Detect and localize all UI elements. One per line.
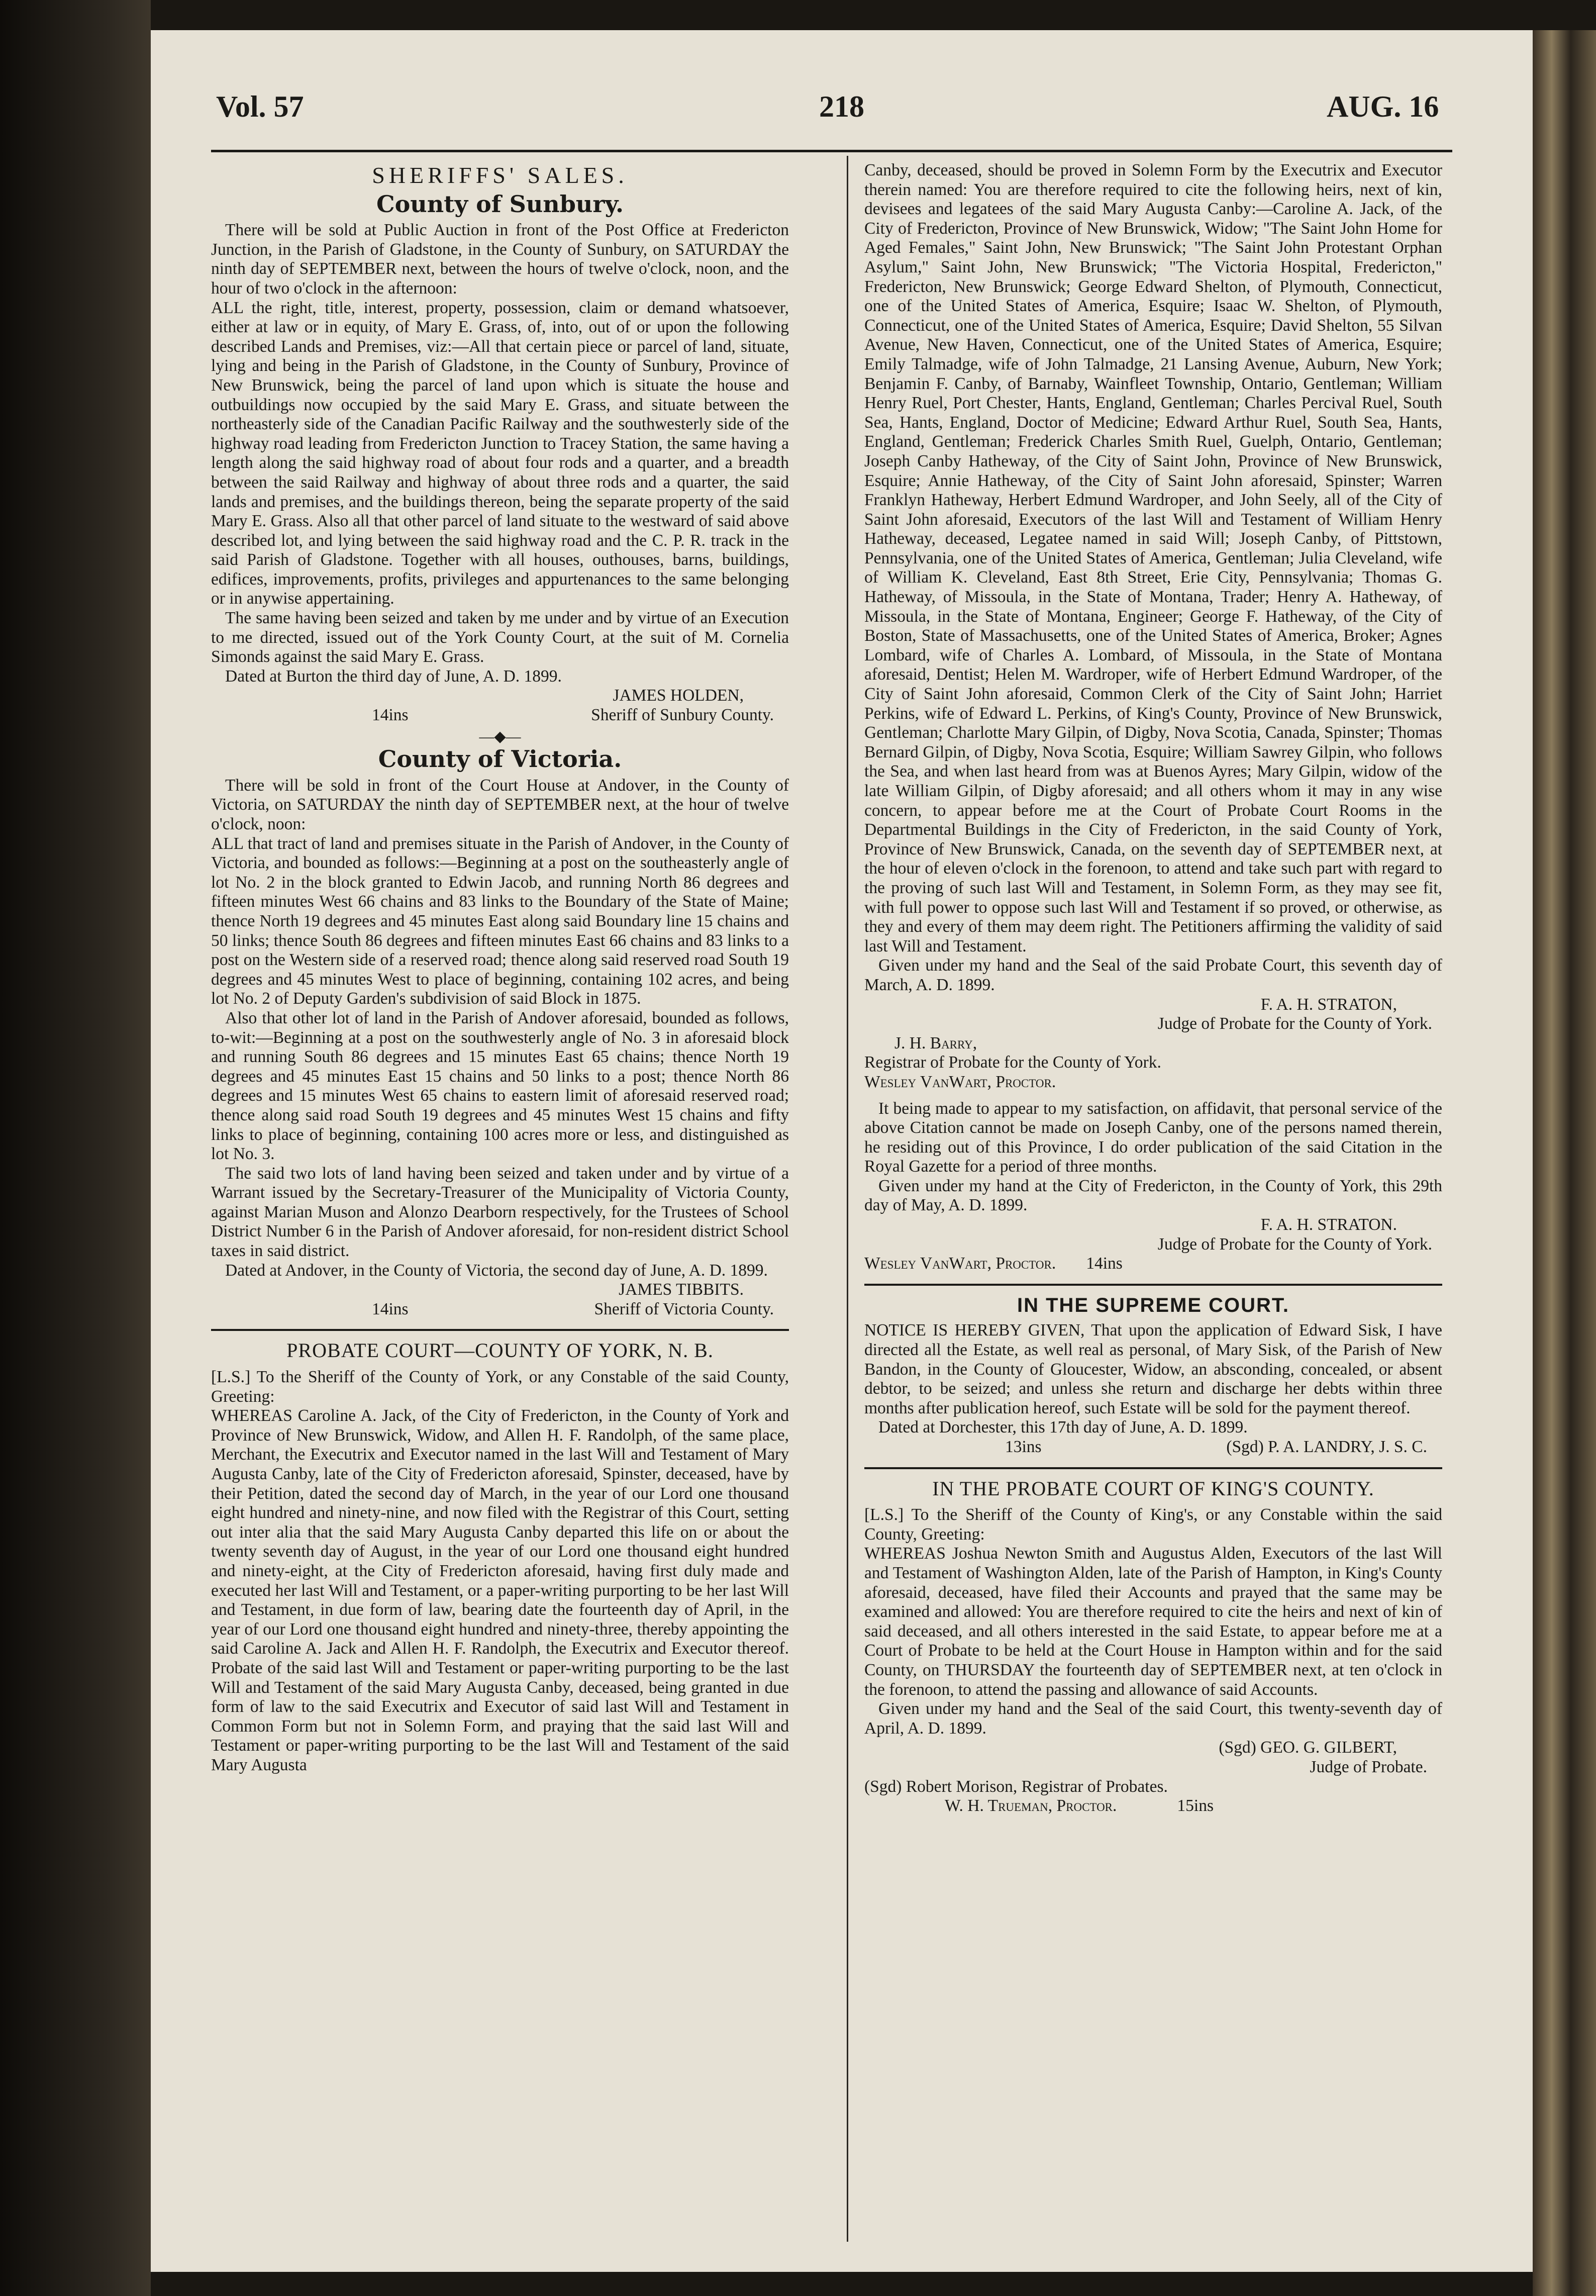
column-divider	[847, 156, 848, 2242]
kings-judge-name: (Sgd) GEO. G. GILBERT,	[1219, 1738, 1397, 1757]
probate-given: Given under my hand and the Seal of the said Probate Court, this seventh day of March, A. D. 1899.	[864, 956, 1442, 994]
victoria-insertions: 14ins	[372, 1299, 409, 1318]
volume-label: Vol. 57	[216, 90, 304, 123]
section-rule-3	[864, 1467, 1442, 1469]
section-rule-2	[864, 1284, 1442, 1286]
kings-judge-title: Judge of Probate.	[1310, 1757, 1427, 1776]
victoria-dated: Dated at Andover, in the County of Victoria, the second day of June, A. D. 1899.	[225, 1261, 768, 1280]
kings-proctor-row	[864, 1796, 1442, 1816]
kings-probate-given: Given under my hand and the Seal of the said Court, this twenty-seventh day of April, A. D. 1899.	[864, 1699, 1442, 1738]
proctor-name-2: Wesley VanWart, Proctor.	[864, 1254, 1056, 1273]
judge-title: Judge of Probate for the County of York.	[1157, 1014, 1432, 1033]
sunbury-seized: The same having been seized and taken by me under and by virtue of an Execution to me directed, issued out of the York County Court, at the suit of M. Cornelia Simonds against the said Mary E. Grass.	[211, 609, 789, 666]
victoria-sheriff-name: JAMES TIBBITS.	[619, 1280, 744, 1299]
sunbury-signature-row	[211, 706, 789, 725]
section-rule	[211, 1329, 789, 1331]
registrar-title: Registrar of Probate for the County of York.	[864, 1053, 1161, 1072]
affidavit-given: Given under my hand at the City of Fredericton, in the County of York, this 29th day of May, A. D. 1899.	[864, 1176, 1442, 1215]
page-edge-shadow	[1533, 30, 1596, 2296]
header-rule	[211, 150, 1452, 152]
sunbury-body: ALL the right, title, interest, property, possession, claim or demand whatsoever, either at law or in equity, of Mary E. Grass, of, into, out of or upon the following described Lands and Premises, viz:—All that certain piece or parcel of land, situate, lying and being in the Parish of Gladstone, in the County of Sunbury, Province of New Brunswick, being the parcel of land upon which is situate the house and outbuildings now occupied by the said Mary E. Grass, and situate between the northeasterly side of the Canadian Pacific Railway and the southwesterly side of the highway road leading from Fredericton Junction to Tracey Station, the same having a length along the said highway road of about four rods and a quarter, and a breadth between the said Railway and highway of about three rods and a quarter, the said lands and premises, and the buildings thereon, being the separate property of the said Mary E. Grass. Also all that other parcel of land situate to the westward of said above described lot, and lying between the said highway road and the C. P. R. track in the said Parish of Gladstone. Together with all houses, outhouses, barns, buildings, edifices, improvements, profits, privileges and appurtenances to the same belonging or in anywise appertaining.	[211, 298, 789, 608]
victoria-heading: County of Victoria.	[378, 745, 622, 773]
judge-name: F. A. H. STRATON,	[1260, 995, 1397, 1014]
supreme-court-body: NOTICE IS HEREBY GIVEN, That upon the application of Edward Sisk, I have directed all the Estate, as well real as personal, of Mary Sisk, of the Parish of New Bandon, in the County of Gloucester, Widow, an absconding, concealed, or absent debtor, to be seized; and unless she return and discharge her debts within three months after publication hereof, such Estate will be sold for the payment thereof.	[864, 1321, 1442, 1417]
book-spine-shadow	[0, 0, 151, 2296]
issue-date: AUG. 16	[1327, 90, 1439, 123]
kings-probate-notice	[864, 1479, 1442, 1816]
victoria-notice	[211, 745, 789, 1319]
kings-insertions: 15ins	[1177, 1796, 1214, 1815]
kings-probate-body: WHEREAS Joshua Newton Smith and Augustus Alden, Executors of the last Will and Testament of Washington Alden, late of the Parish of Hampton, in King's County aforesaid, deceased, have filed their Accounts and prayed that the same may be examined and allowed: You are therefore required to cite the heirs and next of kin of said deceased, and all others interested in the said Estate, to appear before me at a Court of Probate to be held at the Court House in Hampton within and for the said County, on THURSDAY the fourteenth day of SEPTEMBER next, at ten o'clock in the forenoon, to attend the passing and allowance of said Accounts.	[864, 1544, 1442, 1699]
supreme-court-heading: IN THE SUPREME COURT.	[1017, 1294, 1290, 1316]
victoria-sheriff-title: Sheriff of Victoria County.	[594, 1299, 774, 1318]
probate-york-body: WHEREAS Caroline A. Jack, of the City of Fredericton, in the County of York and Province of New Brunswick, Widow, and Allen H. F. Randolph, of the same place, Merchant, the Executrix and Executor named in the last Will and Testament of Mary Augusta Canby, late of the City of Fredericton aforesaid, Spinster, deceased, have by their Petition, dated the second day of March, in the year of our Lord one thousand eight hundred and ninety-nine, and now filed with the Registrar of this Court, setting out inter alia that the said Mary Augusta Canby departed this life on or about the twenty seventh day of August, in the year of our Lord one thousand eight hundred and ninety-eight, at the City of Fredericton aforesaid, having first duly made and executed her last Will and Testament, or a paper-writing purporting to be her last Will and Testament, in due form of law, bearing date the fourteenth day of April, in the year of our Lord one thousand eight hundred and ninety-three, thereby appointing the said Caroline A. Jack and Allen H. F. Randolph, the Executrix and Executor thereof. Probate of the said last Will and Testament or paper-writing purporting to be the last Will and Testament of the said Mary Augusta Canby, deceased, being granted in due form of law to the said Executrix and Executor of said last Will and Testament in Common Form but not in Solemn Form, and praying that the said last Will and Testament or paper-writing purporting to be the last Will and Testament of the said Mary Augusta	[211, 1406, 789, 1774]
judge-title-2: Judge of Probate for the County of York.	[1157, 1234, 1432, 1254]
sunbury-dated: Dated at Burton the third day of June, A. D. 1899.	[225, 666, 562, 686]
supreme-insertions: 13ins	[1005, 1438, 1042, 1456]
proctor-name: Wesley VanWart, Proctor.	[864, 1072, 1056, 1091]
insertions-2: 14ins	[1086, 1254, 1123, 1273]
sunbury-heading: County of Sunbury.	[376, 190, 624, 218]
supreme-court-notice	[864, 1296, 1442, 1457]
judge-name-2: F. A. H. STRATON.	[1260, 1215, 1397, 1234]
victoria-intro: There will be sold in front of the Court House at Andover, in the County of Victoria, on SATURDAY the ninth day of SEPTEMBER next, at the hour of twelve o'clock, noon:	[211, 776, 789, 833]
victoria-body-lot-3: Also that other lot of land in the Parish of Andover aforesaid, bounded as follows, to-wit:—Beginning at a post on the southwesterly angle of No. 3 in aforesaid block and running South 86 degrees and 15 minutes East 65 chains; thence North 19 degrees and 45 minutes East 15 chains and 50 links to a post; thence North 86 degrees and 15 minutes West 65 chains to eastern limit of aforesaid reserved road; thence along said road South 19 degrees and 45 minutes West 15 chains and fifty links to place of beginning, containing 100 acres more or less, and distinguished as lot No. 3.	[211, 1008, 789, 1164]
section-title-sheriffs-sales: SHERIFFS' SALES.	[372, 162, 628, 188]
probate-york-address: [L.S.] To the Sheriff of the County of York, or any Constable of the said County, Greeting:	[211, 1368, 789, 1406]
victoria-seized: The said two lots of land having been seized and taken under and by virtue of a Warrant issued by the Secretary-Treasurer of the Municipality of Victoria County, against Marian Muson and Alonzo Dearborn respectively, for the Trustees of School District Number 6 in the Parish of Andover aforesaid, for non-resident district School taxes in said district.	[211, 1164, 789, 1261]
victoria-body-lot-2: ALL that tract of land and premises situate in the Parish of Andover, in the County of Victoria, and bounded as follows:—Beginning at a post on the southeasterly angle of lot No. 2 in the block granted to Edwin Jacob, and running North 86 degrees and fifteen minutes West 66 chains and 83 links to the Boundary of the State of Maine; thence North 19 degrees and 45 minutes East along said Boundary line 15 chains and 50 links; thence South 86 degrees and fifteen minutes East 66 chains and 83 links to a post on the Western side of a reserved road; thence along said reserved road South 19 degrees and 45 minutes West to place of beginning, containing 102 acres, and being lot No. 2 of Deputy Garden's subdivision of said Block in 1875.	[211, 834, 789, 1008]
supreme-signature: (Sgd) P. A. LANDRY, J. S. C.	[1226, 1438, 1427, 1456]
right-column	[864, 161, 1442, 1816]
probate-york-notice	[211, 1341, 789, 1775]
kings-proctor: W. H. Trueman, Proctor.	[945, 1796, 1117, 1815]
sunbury-sheriff-title: Sheriff of Sunbury County.	[591, 706, 774, 725]
registrar-name: J. H. Barry,	[894, 1033, 977, 1053]
sunbury-insertions: 14ins	[372, 706, 409, 725]
affidavit-order: It being made to appear to my satisfaction, on affidavit, that personal service of the above Citation cannot be made on Joseph Canby, one of the persons named therein, he residing out of this Province, I do order publication of the said Citation in the Royal Gazette for a period of three months.	[864, 1099, 1442, 1176]
kings-probate-address: [L.S.] To the Sheriff of the County of King's, or any Constable within the said County, Greeting:	[864, 1505, 1442, 1544]
sunbury-notice	[211, 190, 789, 725]
ornament-divider-icon: —◆—	[479, 728, 521, 745]
kings-probate-heading: IN THE PROBATE COURT OF KING'S COUNTY.	[932, 1477, 1374, 1500]
probate-york-continued: Canby, deceased, should be proved in Solemn Form by the Executrix and Executor therein named: You are therefore required to cite the following heirs, next of kin, devisees and legatees of the said Mary Augusta Canby:—Caroline A. Jack, of the City of Fredericton, Province of New Brunswick, Widow; "The Saint John Home for Aged Females," Saint John, New Brunswick; "The Saint John Protestant Orphan Asylum," Saint John, New Brunswick; "The Victoria Hospital, Fredericton," Fredericton, New Brunswick; George Edward Shelton, of Plymouth, Connecticut, one of the United States of America, Esquire; Isaac W. Shelton, of Plymouth, Connecticut, one of the United States of America, Esquire; David Shelton, 55 Silvan Avenue, New Haven, Connecticut, one of the United States of America, Esquire; Emily Talmadge, wife of John Talmadge, 21 Lansing Avenue, Auburn, New York; Benjamin F. Canby, of Barnaby, Wainfleet Township, Ontario, Gentleman; William Henry Ruel, Port Chester, Hants, England, Gentleman; Charles Percival Ruel, South Sea, Hants, England, Doctor of Medicine; Edward Arthur Ruel, South Sea, Hants, England, Gentleman; Frederick Charles Smith Ruel, Guelph, Ontario, Gentleman; Joseph Canby Hatheway, of the City of Saint John, Province of New Brunswick, Esquire; Annie Hatheway, of the City of Saint John aforesaid, Spinster; Warren Franklyn Hatheway, Herbert Edmund Wardroper, and John Seely, all of the City of Saint John aforesaid, Executors of the last Will and Testament of William Henry Hatheway, deceased, Legatee named in said Will; Joseph Canby, of Pittstown, Pennsylvania, one of the United States of America, Gentleman; Julia Cleveland, wife of William K. Cleveland, East 8th Street, Erie City, Pennsylvania; Thomas G. Hatheway, of Missoula, in the State of Montana, Trader; Henry A. Hatheway, of Missoula, in the State of Montana, Engineer; George F. Hatheway, of the City of Boston, State of Massachusetts, one of the United States of America, Broker; Agnes Lombard, wife of Charles A. Lombard, of Missoula, in the State of Montana aforesaid, Dentist; Helen M. Wardroper, wife of Herbert Edmund Wardroper, of the City of Saint John aforesaid, Common Clerk of the City of Saint John; Harriet Perkins, wife of Edward L. Perkins, of King's County, Province of New Brunswick, Gentleman; Charlotte Mary Gilpin, of Digby, Nova Scotia, Canada, Spinster; Thomas Bernard Gilpin, of Digby, Nova Scotia, Esquire; William Sawrey Gilpin, who follows the Sea, and when last heard from was at Buenos Ayres; Mary Gilpin, widow of the late William Gilpin, of Digby aforesaid; and all others whom it may in any wise concern, to appear before me at the Court of Probate Court Rooms in the Departmental Buildings in the City of Fredericton, in the said County of York, Province of New Brunswick, Canada, on the seventh day of SEPTEMBER next, at the hour of eleven o'clock in the forenoon, to attend and take such part with regard to the proving of such last Will and Testament, in Solemn Form, as they may see fit, with full power to oppose such last Will and Testament if so proved, or otherwise, as they and every of them may deem right. The Petitioners affirming the validity of said last Will and Testament.	[864, 161, 1442, 955]
victoria-signature-row	[211, 1300, 789, 1319]
page-number: 218	[819, 90, 864, 123]
gazette-page	[151, 30, 1533, 2272]
kings-registrar: (Sgd) Robert Morison, Registrar of Probates.	[864, 1777, 1168, 1796]
supreme-signature-row	[864, 1438, 1442, 1457]
probate-york-heading: PROBATE COURT—COUNTY OF YORK, N. B.	[286, 1339, 714, 1362]
proctor-row-2	[864, 1254, 1442, 1274]
sunbury-sheriff-name: JAMES HOLDEN,	[613, 686, 744, 705]
sunbury-intro: There will be sold at Public Auction in front of the Post Office at Fredericton Junction, in the Parish of Gladstone, in the County of Sunbury, on SATURDAY the ninth day of SEPTEMBER next, between the hours of twelve o'clock, noon, and the hour of two o'clock in the afternoon:	[211, 221, 789, 298]
supreme-court-dated: Dated at Dorchester, this 17th day of June, A. D. 1899.	[878, 1418, 1248, 1437]
left-column	[211, 161, 789, 1775]
